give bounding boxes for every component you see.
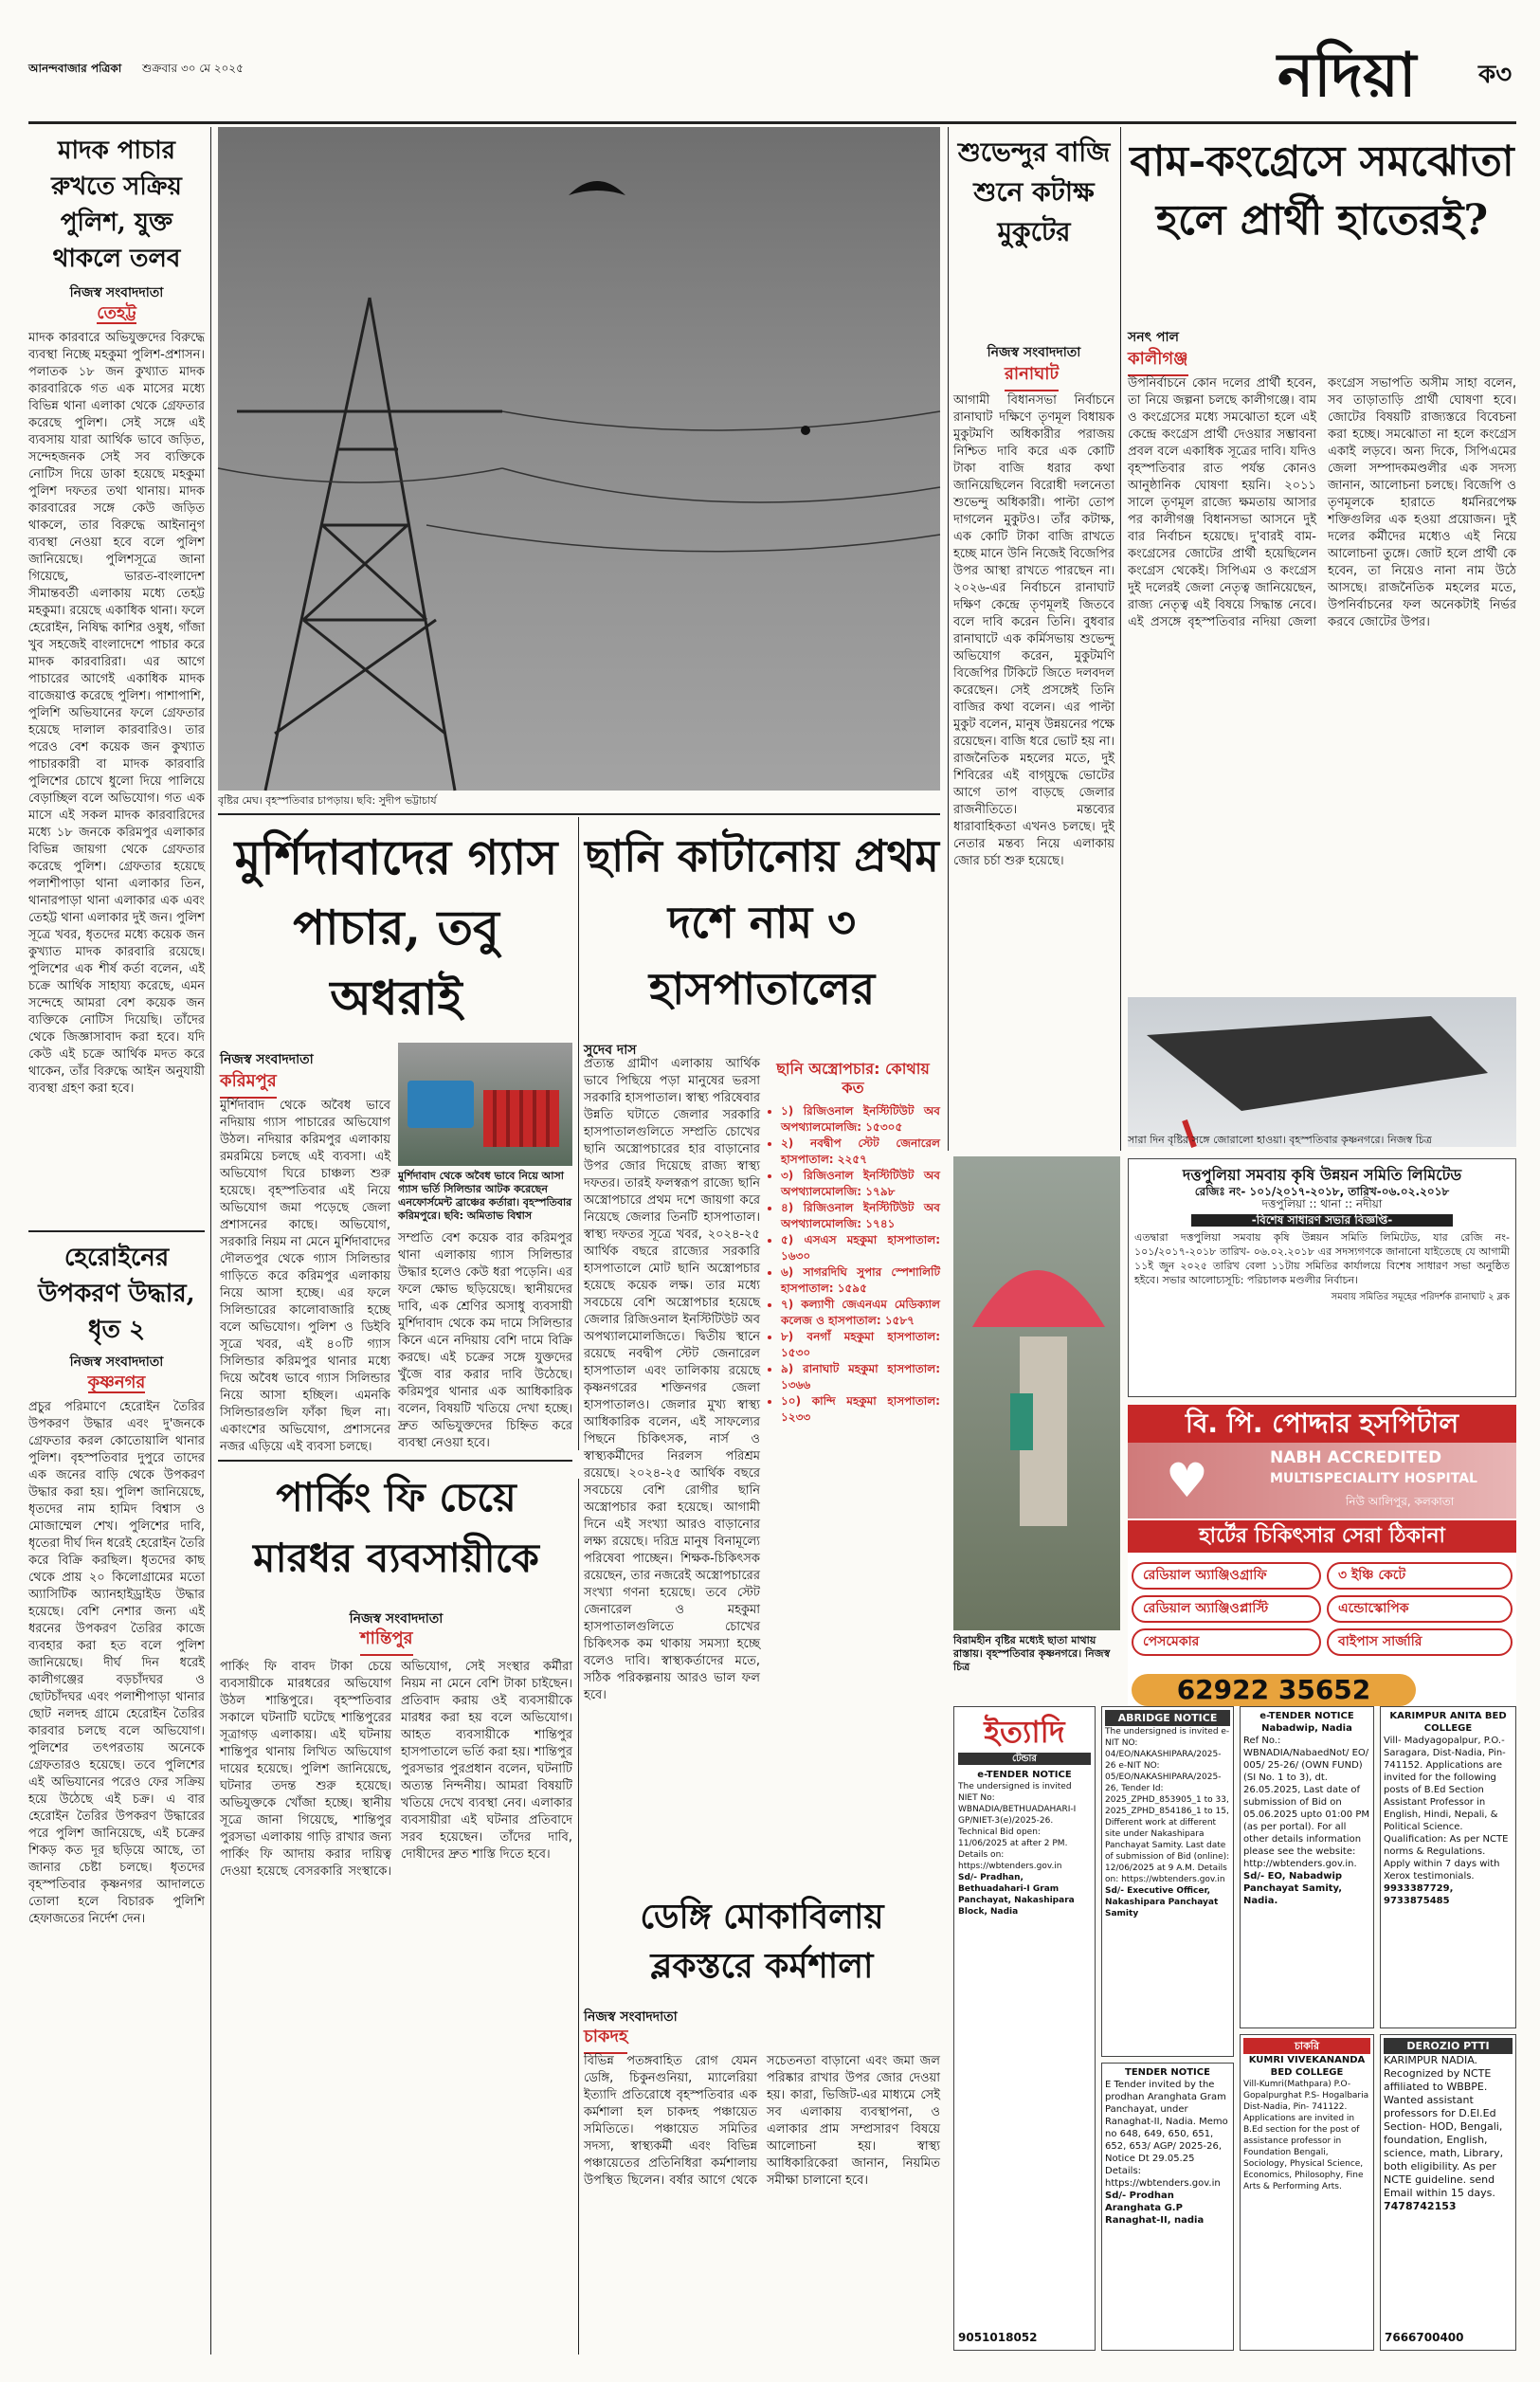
ad-hospital: বি. পি. পোদ্দার হসপিটাল NABH ACCREDITED MULTISPECIALITY HOSPITAL নিউ আলিপুর, কলকাতা ♥ হার্টের চিকিৎসার সেরা ঠিকানা রেডিয়াল অ্যাঞ্জিওগ্রাফি রেডিয়াল অ্যাঞ্জিওপ্লাস্টি পেসমেকার ৩ ইঞ্চি কেটে এন্ডোস্কোপিক বাইপাস সার্জারি 62922 35652 — [1128, 1405, 1516, 1708]
photo-storm — [1128, 997, 1516, 1147]
issue-date: শুক্রবার ৩০ মে ২০২৫ — [142, 62, 244, 75]
nabadwip-tender: e-TENDER NOTICE Nabadwip, Nadia Ref No.: WBNADIA/NabaedNot/ EO/ 005/ 25-26/ (OWN FUND)(SI No. 1 to 3), dt. 26.05.2025, Last date of submission of Bid on 05.06.2025 upto 01:00 PM (as per portal). For all other details information please see the website: http://wbtenders.gov.in. Sd/- EO, Nabadwip Panchayat Samity, Nadia. — [1240, 1706, 1374, 2028]
masthead-rule — [28, 121, 1516, 124]
list-item: • ৪) রিজিওনাল ইনস্টিটিউট অব অপথ্যালমোলজি: ১৭৪১ — [781, 1200, 940, 1232]
section-title: নদিয়া — [1277, 40, 1417, 111]
ittadi-box: ইত্যাদি টেন্ডার e-TENDER NOTICE The undersigned is invited NIET No: WBNADIA/BETHUADAHARI-I GP/NIET-3(e)/2025-26. Technical Bid open: 11/06/2025 at after 2 PM. Details on: https://wbtenders.gov.in Sd/- Pradhan, Bethuadahari-I Gram Panchayat, Nakashipara Block, Nadia 9051018052 — [953, 1706, 1096, 2351]
gas-article-col2 — [398, 1230, 572, 1450]
byline: নিজস্ব সংবাদদাতা — [220, 1052, 314, 1067]
photo-caption: সারা দিন বৃষ্টির সঙ্গে জোরালো হাওয়া। বৃহস্পতিবার কৃষ্ণনগরে। নিজস্ব চিত্র — [1128, 1134, 1432, 1146]
list-item: • ৫) এসএস মহকুমা হাসপাতাল: ১৬৩০ — [781, 1232, 940, 1264]
dateline: শান্তিপুর — [360, 1625, 413, 1656]
dateline: করিমপুর — [220, 1067, 277, 1099]
headline-gas-smuggling: মুর্শিদাবাদের গ্যাস পাচার, তবু অধরাই — [234, 829, 558, 1026]
list-item: • ১০) কান্দি মহকুমা হাসপাতাল: ১২৩৩ — [781, 1393, 940, 1426]
article-body: মাদক কারবারে অভিযুক্তদের বিরুদ্ধে ব্যবস্থা নিচ্ছে মহকুমা পুলিশ-প্রশাসন। পলাতক ১৮ জন কুখ্যাত মাদক কারবারিকে গত এক মাসের মধ্যে বিভিন্ন থানা এলাকা থেকে গ্রেফতার করেছে পুলিশ। সেই সঙ্গে এই ব্যবসায় যারা আর্থিক ভাবে জড়িত, সন্দেহজনক সেই সব ব্যক্তিকে নোটিস দিয়ে ডাকা হয়েছে মহকুমা পুলিশ দফতর তথা থানায়। মাদক কারবারের সঙ্গে কেউ জড়িত থাকলে, তার বিরুদ্ধে আইনানুগ ব্যবস্থা নেওয়া হবে বলে পুলিশ জানিয়েছে। পুলিশসূত্রে জানা গিয়েছে, ভারত-বাংলাদেশ সীমান্তবর্তী এলাকায় মধ্যে তেহট্ট মহকুমা। রয়েছে একাধিক থানা। ফলে হেরোইন, নিষিদ্ধ কাশির ওষুধ, গাঁজা খুব সহজেই বাংলাদেশে পাচার করে মাদক কারবারিরা। এর আগে পাচারের আগেই একাধিক মাদক বাজেয়াপ্ত করেছে পুলিশ। পাশাপাশি, পুলিশি অভিযানের ফলে গ্রেফতার হয়েছে দালাল কারবারিও। তার পরেও বেশ কয়েক জন কুখ্যাত পাচারকারী বা মাদক কারবারি পুলিশের চোখে ধুলো দিয়ে পালিয়ে বেড়াচ্ছিল বলে অভিযোগ। গত এক মাসে এই সকল মাদক কারবারিদের মধ্যে ১৮ জনকে করিমপুর এলাকার বিভিন্ন জায়গা থেকে গ্রেফতার করেছে পুলিশ। গ্রেফতার হয়েছে পলাশীপাড়া থানা এলাকার তিন, থানারপাড়া থানা এলাকার এক এবং তেহট্ট থানা এলাকার দুই জন। পুলিশ সূত্রে খবর, ধৃতদের মধ্যে কয়েক জন কুখ্যাত মাদক কারবারি রয়েছে। পুলিশের এক শীর্ষ কর্তা বলেন, এই চক্রে আর্থিক সাহায্য করেছে, এমন সন্দেহে আমরা বেশ কয়েক জন ব্যক্তিকে নোটিস দিয়েছি। তাঁদের থেকে জিজ্ঞাসাবাদ করা হবে। যদি কেউ এই চক্রে আর্থিক মদত করে থাকেন, তাঁর বিরুদ্ধে আইন অনুযায়ী ব্যবস্থা গ্রহণ করা হবে। — [28, 331, 205, 1096]
cataract-ranking — [766, 1103, 940, 1426]
pylon-illustration — [218, 127, 940, 791]
byline: নিজস্ব সংবাদদাতা — [69, 285, 164, 300]
karimpur-college: KARIMPUR ANITA BED COLLEGE Vill- Madyagopalpur, P.O.- Saragara, Dist-Nadia, Pin-741152. Applications are invited for the following posts of B.Ed Section Assistant Professor in English, Hindi, Nepali, & Political Science. Qualification: As per NCTE norms & Regulations. Apply within 7 days with Xerox testimonials. 9933387729, 9733875485 — [1380, 1706, 1516, 2028]
list-item: • ৯) রানাঘাট মহকুমা হাসপাতাল: ১৩৬৬ — [781, 1361, 940, 1393]
list-item: • ৮) বনগাঁ মহকুমা হাসপাতাল: ১৫৩০ — [781, 1329, 940, 1361]
dateline: তেহট্ট — [97, 303, 136, 323]
article-body: মুর্শিদাবাদ থেকে অবৈধ ভাবে নদিয়ায় গ্যাস পাচারের অভিযোগ উঠল। নদিয়ার করিমপুর এলাকায় রমরমিয়ে চলছে এই ব্যবসা। এই অভিযোগ ঘিরে চাঞ্চল্য শুরু হয়েছে। বৃহস্পতিবার এই নিয়ে অভিযোগ জমা পড়েছে জেলা প্রশাসনের কাছে। অভিযোগ, সরকারি নিয়ম না মেনে মুর্শিদাবাদের দৌলতপুর থেকে গ্যাস সিলিন্ডার গাড়িতে করে করিমপুর এলাকায় নিয়ে আসা হচ্ছে। এর ফলে সিলিন্ডারের কালোবাজারি হচ্ছে বলে অভিযোগ। পুলিশ ও ডিইবি সূত্রে খবর, এই ৪০টি গ্যাস সিলিন্ডার করিমপুর থানার মধ্যে দিয়ে অবৈধ ভাবে গ্যাস সিলিন্ডার নিয়ে আসা হচ্ছিল। এমনকি সিলিন্ডারগুলি ফাঁকা ছিল না। একাংশের অভিযোগ, প্রশাসনের নজর এড়িয়ে এই ব্যবসা চলছে। — [220, 1099, 390, 1454]
headline: মাদক পাচার রুখতে সক্রিয় পুলিশ, যুক্ত থাকলে তলব — [51, 136, 182, 273]
story-drug-smuggling — [28, 133, 205, 1223]
umbrella-icon — [972, 1270, 1105, 1327]
headline: হেরোইনের উপকরণ উদ্ধার, ধৃত ২ — [38, 1244, 195, 1344]
photo-gas-cylinders — [398, 1043, 572, 1166]
list-item: • ২) নবদ্বীপ স্টেট জেনারেল হাসপাতাল: ২২৫৭ — [781, 1136, 940, 1168]
byline: নিজস্ব সংবাদদাতা — [987, 345, 1081, 360]
headline-parking: পার্কিং ফি চেয়ে মারধর ব্যবসায়ীকে — [253, 1474, 539, 1581]
photo-caption: বিরামহীন বৃষ্টির মধ্যেই ছাতা মাথায় রাস্তায়। বৃহস্পতিবার কৃষ্ণনগরে। নিজস্ব চিত্র — [953, 1634, 1111, 1673]
ad-title: দত্তপুলিয়া সমবায় কৃষি উন্নয়ন সমিতি লিমিটেড — [1182, 1166, 1462, 1184]
heart-icon: ♥ — [1166, 1453, 1208, 1508]
page-number: ক৩ — [1478, 61, 1513, 89]
abridge-notice: ABRIDGE NOTICE The undersigned is invited e-NIT NO: 04/EO/NAKASHIPARA/2025-26 e-NIT NO: 05/EO/NAKASHIPARA/2025-26, Tender Id: 2025_ZPHD_853905_1 to 33, 2025_ZPHD_854186_1 to 15, Different work at different site under Nakashipara Panchayat Samity. Last date of submission of Bid (online): 12/06/2025 at 9 A.M. Details on: https://wbtenders.gov.in Sd/- Executive Officer, Nakashipara Panchayat Samity — [1101, 1706, 1234, 2057]
byline: নিজস্ব সংবাদদাতা — [69, 1355, 164, 1370]
article-body: উপনির্বাচনে কোন দলের প্রার্থী হবেন, তা নিয়ে জল্পনা চলছে কালীগঞ্জে। বাম ও কংগ্রেসের মধ্যে সমঝোতা হলে এই কেন্দ্রে কংগ্রেস প্রার্থী দেওয়ার সম্ভাবনা প্রবল বলে একাধিক সূত্রের দাবি। যদিও বৃহস্পতিবার রাত পর্যন্ত কোনও আনুষ্ঠানিক ঘোষণা হয়নি। ২০১১ সালে তৃণমূল রাজ্যে ক্ষমতায় আসার পর কালীগঞ্জ বিধানসভা আসনে দুই বার নির্বাচন হয়েছে। দু'বারই বাম-কংগ্রেসের জোটের প্রার্থী হয়েছিলেন কংগ্রেস থেকেই। সিপিএম ও কংগ্রেস দুই দলেরই জেলা নেতৃত্ব জানিয়েছেন, রাজ্য নেতৃত্ব এই বিষয়ে সিদ্ধান্ত নেবে। এই প্রসঙ্গে বৃহস্পতিবার নদিয়া জেলা কংগ্রেস সভাপতি অসীম সাহা বলেন, সব তাড়াতাড়ি প্রার্থী ঘোষণা হবে। জোটের বিষয়টি রাজ্যস্তরে বিবেচনা করা হচ্ছে। সমঝোতা না হলে কংগ্রেস একাই লড়বে। অন্য দিকে, সিপিএমের জেলা সম্পাদকমণ্ডলীর এক সদস্য জানান, আলোচনা চলছে। বিজেপি ও তৃণমূলকে হারাতে ধর্মনিরপেক্ষ শক্তিগুলির এক হওয়া প্রয়োজন। দুই দলের কর্মীদের মধ্যেও এই নিয়ে আলোচনা তুঙ্গে। জোট হলে প্রার্থী কে হবেন, তা নিয়েও নানা নাম উঠে আসছে। রাজনৈতিক মহলের মতে, উপনির্বাচনের ফল অনেকটাই নির্ভর করবে জোটের উপর। — [1128, 376, 1516, 629]
cataract-article-col1 — [584, 1056, 760, 1702]
headline-suvendu: শুভেন্দুর বাজি শুনে কটাক্ষ মুকুটের — [957, 136, 1111, 247]
parking-article — [220, 1659, 572, 2355]
byline: নিজস্ব সংবাদদাতা — [584, 2009, 678, 2025]
tagline: হার্টের চিকিৎসার সেরা ঠিকানা — [1128, 1520, 1516, 1553]
photo-caption: বৃষ্টির মেঘ। বৃহস্পতিবার চাপড়ায়। ছবি: সুদীপ ভট্টাচার্য — [218, 794, 437, 807]
hospital-name: বি. পি. পোদ্দার হসপিটাল — [1128, 1405, 1516, 1443]
suvendu-article — [953, 392, 1114, 1141]
derozio-ptti: DEROZIO PTTI KARIMPUR NADIA. Recognized by NCTE affiliated to WBBPE. Wanted assistant professors for D.El.Ed Section- HOD, Bengali, foundation, English, science, math, Library, both eligibility. As per NCTE guideline. send Email within 15 days. 7478742153 7666700400 — [1380, 2034, 1516, 2351]
cataract-list — [766, 1060, 940, 1473]
gas-article-col1 — [220, 1098, 390, 1454]
headline-left-congress: বাম-কংগ্রেসে সমঝোতা হলে প্রার্থী হাতেরই? — [1130, 137, 1514, 245]
chakri-box: চাকরি KUMRI VIVEKANANDA BED COLLEGE Vill-Kumri(Mathpara) P.O- Gopalpurghat P.S- Hogalbaria Dist-Nadia, Pin- 741122. Applications are invited in B.Ed section for the post of assistance professor in Foundation Bengali, Sociology, Physical Science, Economics, Philosophy, Fine Arts & Performing Arts. — [1240, 2034, 1374, 2351]
photo-umbrella — [953, 1156, 1120, 1630]
article-body: প্রত্যন্ত গ্রামীণ এলাকায় আর্থিক ভাবে পিছিয়ে পড়া মানুষের ভরসা সরকারি হাসপাতাল। স্বাস্থ্য পরিষেবার উন্নতি ঘটাতে জেলার সরকারি হাসপাতালগুলিতে সম্প্রতি চোখের ছানি অস্ত্রোপচারের হার বাড়ানোর উপর জোর দিয়েছে রাজ্য স্বাস্থ্য দফতর। তারই ফলস্বরূপ রাজ্যে ছানি অস্ত্রোপচারে প্রথম দশে জায়গা করে নিয়েছে জেলার তিনটি হাসপাতাল। স্বাস্থ্য দফতর সূত্রে খবর, ২০২৪-২৫ আর্থিক বছরে রাজ্যের সরকারি হাসপাতালে মোট ছানি অস্ত্রোপচার হয়েছে কয়েক লক্ষ। তার মধ্যে সবচেয়ে বেশি অস্ত্রোপচার হয়েছে জেলার রিজিওনাল ইনস্টিটিউট অব অপথ্যালমোলজিতে। দ্বিতীয় স্থানে রয়েছে নবদ্বীপ স্টেট জেনারেল হাসপাতাল এবং তালিকায় রয়েছে কৃষ্ণনগরের শক্তিনগর জেলা হাসপাতালও। জেলার মুখ্য স্বাস্থ্য আধিকারিক বলেন, এই সাফল্যের পিছনে চিকিৎসক, নার্স ও স্বাস্থ্যকর্মীদের নিরলস পরিশ্রম রয়েছে। ২০২৪-২৫ আর্থিক বছরে সবচেয়ে বেশি রোগীর ছানি অস্ত্রোপচার করা হয়েছে। আগামী দিনে এই সংখ্যা আরও বাড়ানোর লক্ষ্য রয়েছে। দরিদ্র মানুষ বিনামূল্যে পরিষেবা পাচ্ছেন। শিক্ষক-চিকিৎসক রয়েছেন, তার নজরেই অস্ত্রোপচারের সংখ্যা গণনা হয়েছে। তবে স্টেট জেনারেল ও মহকুমা হাসপাতালগুলিতে চোখের চিকিৎসক কম থাকায় সমস্যা হচ্ছে বলেও দাবি। স্বাস্থ্যকর্তাদের মতে, সঠিক পরিকল্পনায় আরও ভাল ফল হবে। — [584, 1057, 760, 1702]
phone-number: 62922 35652 — [1132, 1674, 1416, 1706]
paper-name: আনন্দবাজার পত্রিকা — [28, 62, 122, 75]
dengue-article — [584, 2053, 940, 2355]
list-item: • ৬) সাগরদিঘি সুপার স্পেশালিটি হাসপাতাল: ১৫৯৫ — [781, 1264, 940, 1297]
headline-dengue: ডেঙ্গি মোকাবিলায় ব্লকস্তরে কর্মশালা — [640, 1897, 884, 1986]
article-body: সম্প্রতি বেশ কয়েক বার করিমপুর থানা এলাকায় গ্যাস সিলিন্ডার উদ্ধার হলেও কেউ ধরা পড়েনি। এর ফলে ক্ষোভ ছড়িয়েছে। স্থানীয়দের দাবি, এক শ্রেণির অসাধু ব্যবসায়ী মুর্শিদাবাদ থেকে কম দামে সিলিন্ডার কিনে এনে নদিয়ায় বেশি দামে বিক্রি করছে। এই চক্রের সঙ্গে যুক্তদের খুঁজে বার করার দাবি উঠেছে। করিমপুর থানার এক আধিকারিক বলেন, বিষয়টি খতিয়ে দেখা হচ্ছে। দ্রুত অভিযুক্তদের চিহ্নিত করে ব্যবস্থা নেওয়া হবে। — [398, 1231, 572, 1450]
dateline: কৃষ্ণনগর — [87, 1373, 146, 1392]
byline: নিজস্ব সংবাদদাতা — [349, 1611, 444, 1627]
masthead — [28, 38, 1516, 123]
article-body: বিভিন্ন পতঙ্গবাহিত রোগ যেমন ডেঙ্গি, চিকুনগুনিয়া, ম্যালেরিয়া ইত্যাদি প্রতিরোধে বৃহস্পতিবার এক কর্মশালা হল চাকদহ পঞ্চায়েত সমিতিতে। পঞ্চায়েত সমিতির সদস্য, স্বাস্থ্যকর্মী এবং বিভিন্ন পঞ্চায়েতের প্রতিনিধিরা কর্মশালায় উপস্থিত ছিলেন। বর্ষার আগে থেকে সচেতনতা বাড়ানো এবং জমা জল পরিষ্কার রাখার উপর জোর দেওয়া হয়। কারা, ভিজিট-এর মাধ্যমে সেই সব এলাকায় ব্যবস্থাপনা, ও এলাকার প্রাম সম্প্রসারণ বিষয়ে আলোচনা হয়। স্বাস্থ্য আধিকারিকেরা জানান, নিয়মিত সমীক্ষা চালানো হবে। — [584, 2054, 940, 2188]
list-item: • ৭) কল্যাণী জেএনএম মেডিক্যাল কলেজ ও হাসপাতাল: ১৫৮৭ — [781, 1297, 940, 1329]
headline-cataract: ছানি কাটানোয় প্রথম দশে নাম ৩ হাসপাতালের — [585, 830, 939, 1014]
dateline: চাকদহ — [584, 2023, 627, 2054]
byline: সনৎ পাল — [1128, 330, 1179, 345]
article-body: পার্কিং ফি বাবদ টাকা চেয়ে ব্যবসায়ীকে মারধরের অভিযোগ উঠল শান্তিপুরে। বৃহস্পতিবার সকালে ঘটনাটি ঘটেছে শান্তিপুরের সূত্রাগড় এলাকায়। এই ঘটনায় শান্তিপুর থানায় লিখিত অভিযোগ দায়ের হয়েছে। পুলিশ জানিয়েছে, ঘটনার তদন্ত শুরু হয়েছে। অভিযুক্তকে খোঁজা হচ্ছে। স্থানীয় সূত্রে জানা গিয়েছে, শান্তিপুর পুরসভা এলাকায় গাড়ি রাখার জন্য পার্কিং ফি আদায় করার দায়িত্ব দেওয়া হয়েছে বেসরকারি সংস্থাকে। অভিযোগ, সেই সংস্থার কর্মীরা নিয়ম না মেনে বেশি টাকা চাইছেন। প্রতিবাদ করায় ওই ব্যবসায়ীকে মারধর করা হয় বলে অভিযোগ। আহত ব্যবসায়ীকে শান্তিপুর হাসপাতালে ভর্তি করা হয়। শান্তিপুর পুরসভার পুরপ্রধান বলেন, ঘটনাটি অত্যন্ত নিন্দনীয়। আমরা বিষয়টি খতিয়ে দেখে ব্যবস্থা নেব। এলাকার ব্যবসায়ীরা এই ঘটনার প্রতিবাদে সরব হয়েছেন। তাঁদের দাবি, দোষীদের দ্রুত শাস্তি দিতে হবে। — [220, 1660, 572, 1879]
truck-icon — [408, 1081, 474, 1128]
list-item: • ১) রিজিওনাল ইনস্টিটিউট অব অপথ্যালমোলজি: ১৫৩০৫ — [781, 1103, 940, 1136]
dateline: রানাঘাট — [1005, 360, 1059, 391]
list-title: ছানি অস্ত্রোপচার: কোথায় কত — [776, 1060, 930, 1097]
aranghata-tender: TENDER NOTICE E Tender invited by the prodhan Aranghata Gram Panchayat, under Ranaghat-II, Nadia. Memo no 648, 649, 650, 651, 652, 653/ AGP/ 2025-26, Notice Dt 29.05.25 Details: https://wbtenders.gov.in Sd/- Prodhan Aranghata G.P Ranaghat-II, nadia — [1101, 2063, 1234, 2351]
story-heroin — [28, 1240, 205, 2355]
article-body: প্রচুর পরিমাণে হেরোইন তৈরির উপকরণ উদ্ধার এবং দু'জনকে গ্রেফতার করল কোতোয়ালি থানার পুলিশ। বৃহস্পতিবার দুপুরে তাদের এক জনের বাড়ি থেকে উপকরণ উদ্ধার করা হয়। পুলিশ জানিয়েছে, ধৃতদের নাম হামিদ বিশ্বাস ও মোজাম্মেল শেখ। পুলিশের দাবি, ধৃতেরা দীর্ঘ দিন ধরেই হেরোইন তৈরি করে বিক্রি করছিল। ধৃতদের কাছ থেকে প্রায় ২০ কিলোগ্রামের মতো অ্যাসিটিক অ্যানহাইড্রাইড উদ্ধার হয়েছে। বেশি নেশার জন্য এই ধরনের উপকরণ তৈরির কাজে ব্যবহার করা হত বলে পুলিশ জানিয়েছে। দীর্ঘ দিন ধরেই কালীগঞ্জের বড়চাঁদঘর ও ছোটচাঁদঘর এবং পলাশীপাড়া থানার ছোট নলদহ গ্রামে হেরোইন তৈরির কারবার চলছে বলে অভিযোগ। পুলিশের তৎপরতায় অনেকে গ্রেফতারও হয়েছে। তবে পুলিশের এই অভিযানের পরেও ফের সক্রিয় হয়ে উঠেছে এই চক্র। এ বার হেরোইন তৈরির উপকরণ উদ্ধারের পরে পুলিশ জানিয়েছে, এই চক্রের শিকড় কত দূর ছড়িয়ে আছে, তা জানার চেষ্টা চলছে। ধৃতদের বৃহস্পতিবার কৃষ্ণনগর আদালতে তোলা হলে বিচারক পুলিশি হেফাজতের নির্দেশ দেন। — [28, 1400, 205, 1926]
byline: সুদেব দাস — [584, 1043, 637, 1058]
ad-cooperative-notice: দত্তপুলিয়া সমবায় কৃষি উন্নয়ন সমিতি লিমিটেড রেজিঃ নং- ১০১/২০১৭-২০১৮, তারিখ-০৬.০২.২০১৮ দত্তপুলিয়া :: থানা :: নদীয়া -বিশেষ সাধারণ সভার বিজ্ঞপ্তি- এতদ্বারা দত্তপুলিয়া সমবায় কৃষি উন্নয়ন সমিতি লিমিটেড, যার রেজি নং- ১০১/২০১৭-২০১৮ তারিখ- ০৬.০২.২০১৮ এর সদস্যগণকে জানানো যাইতেছে যে আগামী ১১ই জুন ২০২৫ তারিখ বেলা ১১টায় সমিতির কার্যালয়ে বিশেষ সাধারণ সভা অনুষ্ঠিত হইবে। সভার আলোচ্যসূচি: পরিচালক মণ্ডলীর নির্বাচন। সমবায় সমিতির সমূহের পরিদর্শক রানাঘাট ২ ব্লক — [1128, 1158, 1516, 1397]
article-body: আগামী বিধানসভা নির্বাচনে রানাঘাট দক্ষিণে তৃণমূল বিধায়ক মুকুটমণি অধিকারীর পরাজয় নিশ্চিত দাবি করে এক কোটি টাকা বাজি ধরার কথা জানিয়েছিলেন বিরোধী দলনেতা শুভেন্দু অধিকারী। পাল্টা তোপ দাগলেন মুকুটও। তাঁর কটাক্ষ, এক কোটি টাকা বাজি রাখতে হচ্ছে মানে উনি নিজেই বিজেপির উপর আস্থা রাখতে পারছেন না। ২০২৬-এর নির্বাচনে রানাঘাট দক্ষিণ কেন্দ্রে তৃণমূলই জিতবে বলে দাবি করেন তিনি। বুধবার রানাঘাটে এক কর্মিসভায় শুভেন্দু অভিযোগ করেন, মুকুটমণি বিজেপির টিকিটে জিতে দলবদল করেছেন। সেই প্রসঙ্গেই তিনি বাজির কথা বলেন। এর পাল্টা মুকুট বলেন, মানুষ উন্নয়নের পক্ষে রয়েছেন। বাজি ধরে ভোট হয় না। রাজনৈতিক মহলের মতে, দুই শিবিরের এই বাগ্‌যুদ্ধে ভোটের আগে তাপ বাড়ছে জেলার রাজনীতিতে। মন্তব্যের ধারাবাহিকতা এখনও চলছে। দুই নেতার মন্তব্য নিয়ে এলাকায় জোর চর্চা শুরু হয়েছে। — [953, 393, 1114, 868]
list-item: • ৩) রিজিওনাল ইনস্টিটিউট অব অপথ্যালমোলজি: ১৭৯৮ — [781, 1168, 940, 1200]
dateline: কালীগঞ্জ — [1128, 345, 1188, 376]
photo-rain-clouds — [218, 127, 940, 791]
left-congress-article — [1128, 375, 1516, 991]
photo-caption: মুর্শিদাবাদ থেকে অবৈধ ভাবে নিয়ে আসা গ্যাস ভর্তি সিলিন্ডার আটক করেছেন এনফোর্সমেন্ট ব্রাঞ্চের কর্তারা। বৃহস্পতিবার করিমপুরে। ছবি: অমিতাভ বিশ্বাস — [398, 1170, 572, 1222]
